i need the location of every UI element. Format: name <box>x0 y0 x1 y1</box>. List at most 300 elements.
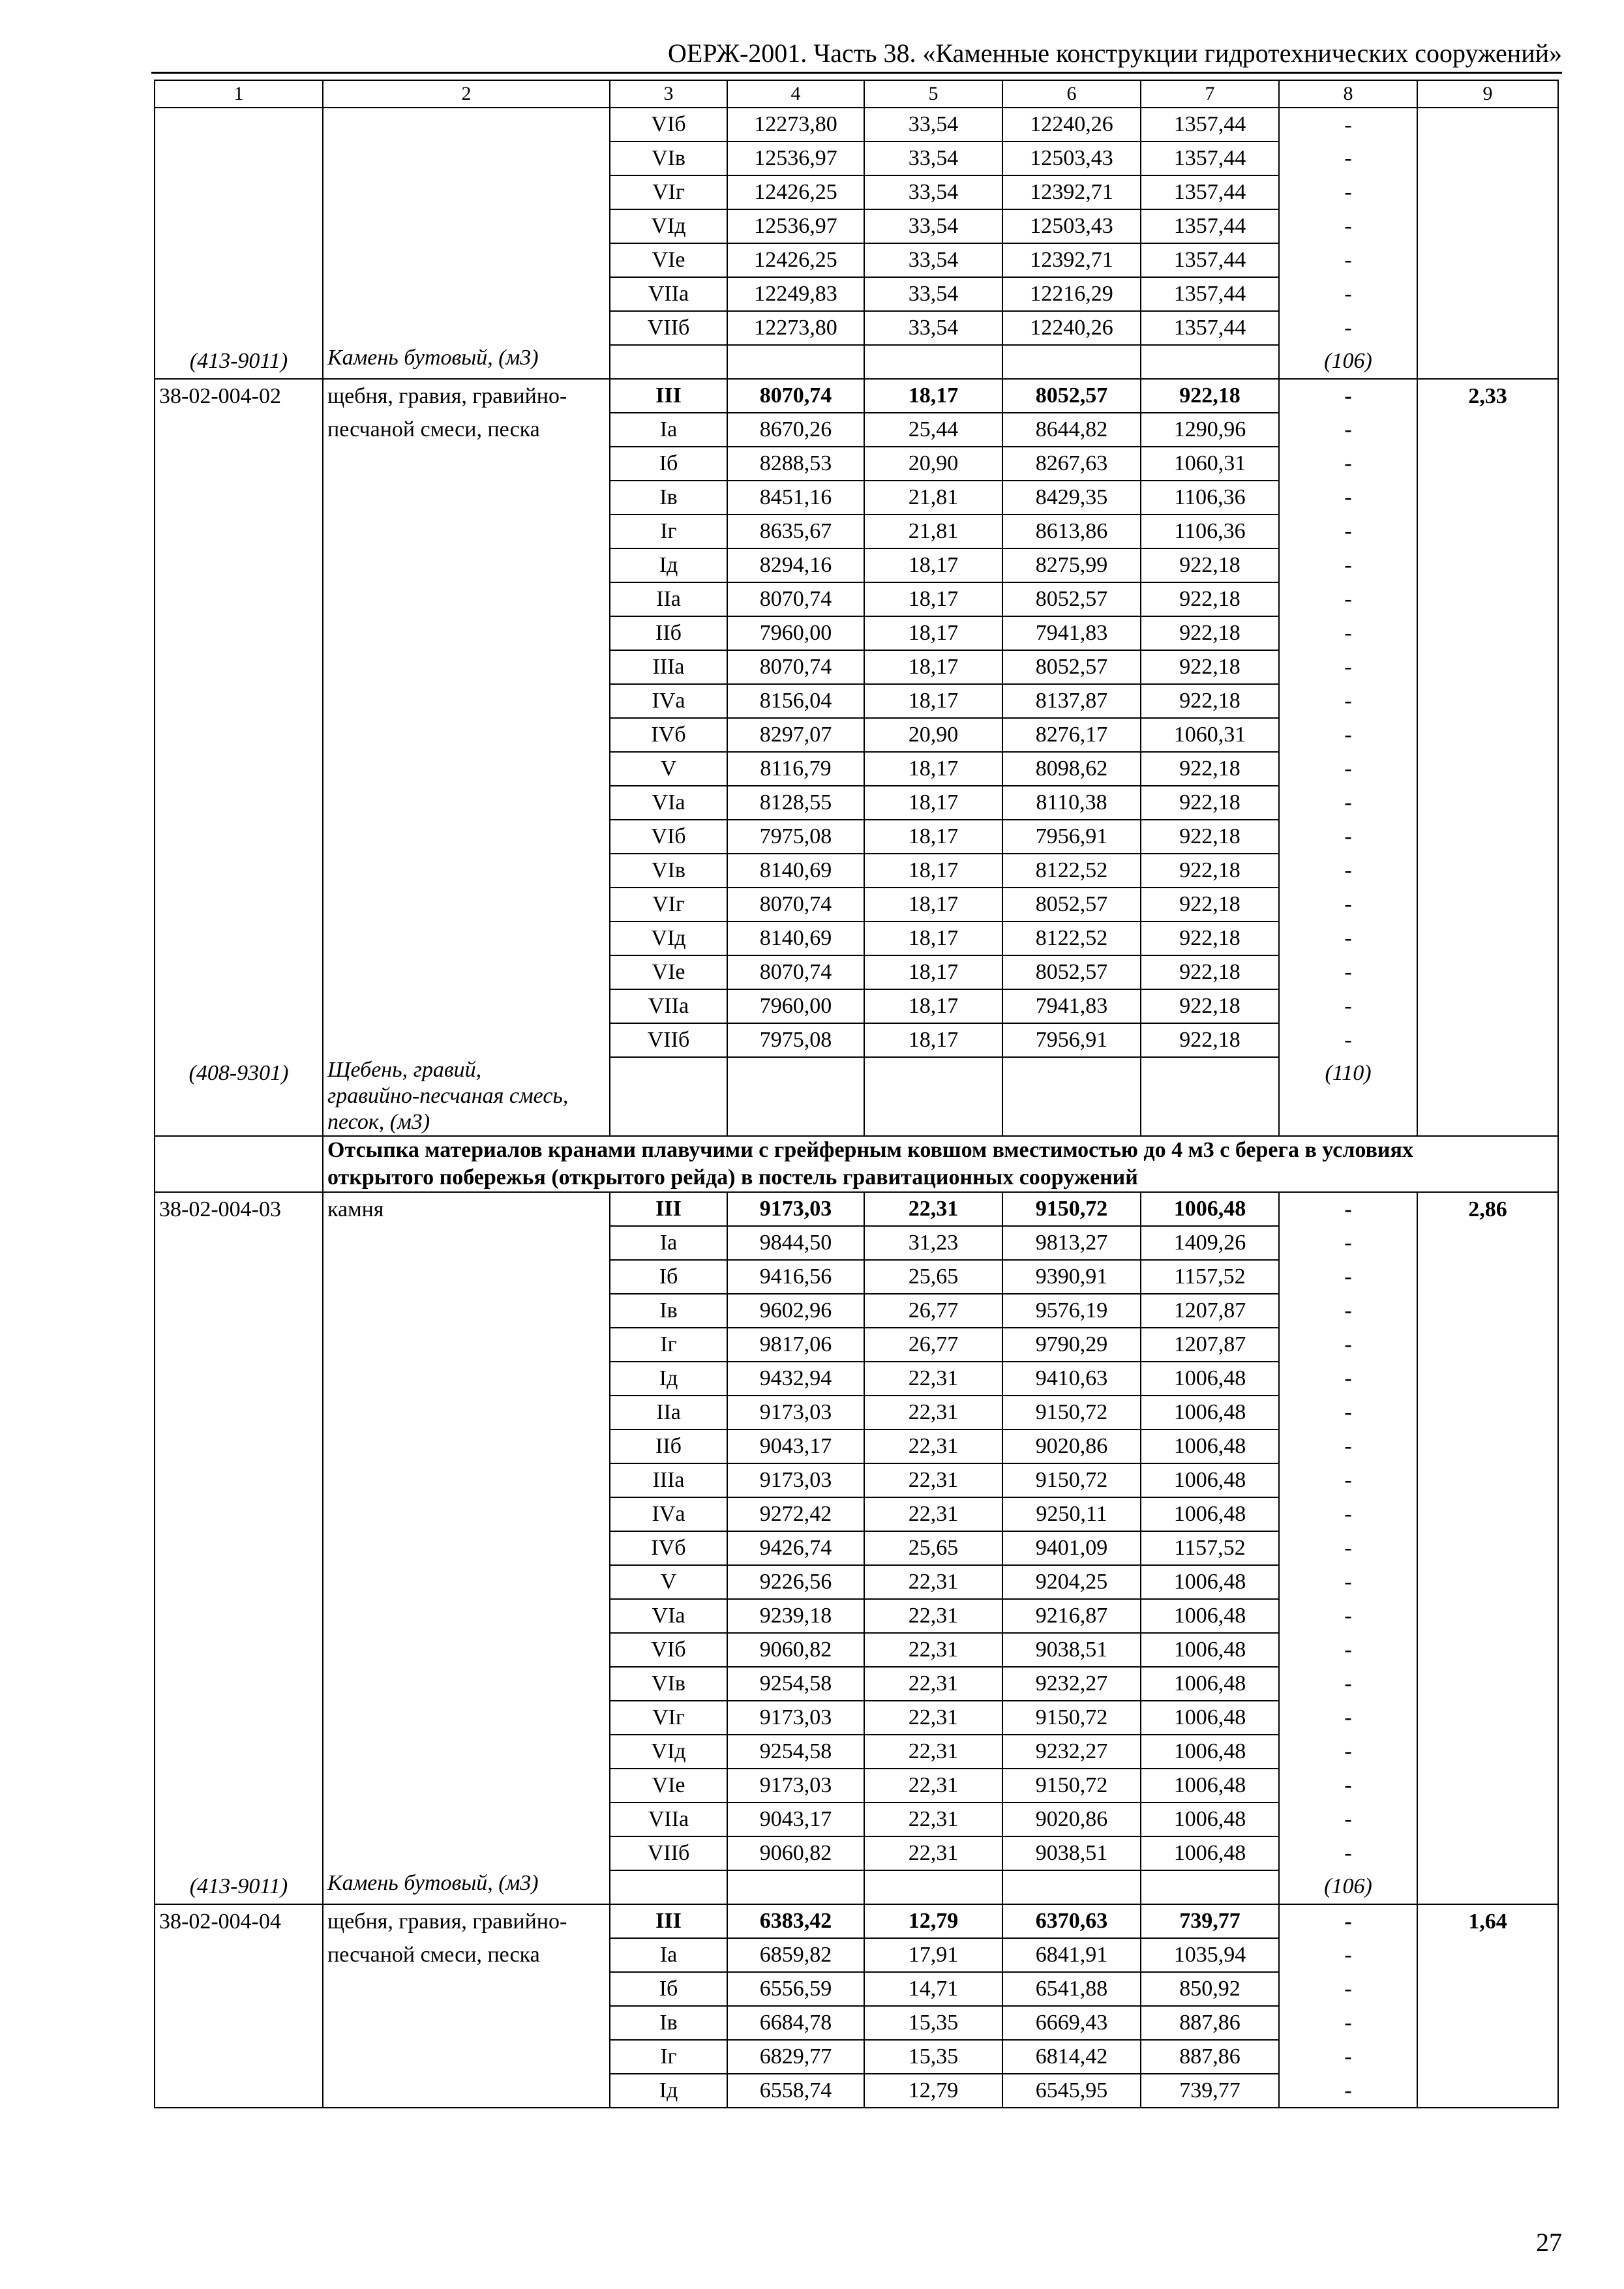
name-cell <box>323 1226 610 1260</box>
value-cell: 25,44 <box>864 413 1002 447</box>
name-cell <box>323 311 610 345</box>
column-header-row <box>155 80 1558 108</box>
value-cell: 1006,48 <box>1141 1599 1279 1633</box>
table-row <box>155 752 1558 786</box>
value-cell: 9173,03 <box>727 1769 864 1803</box>
value-cell: 7956,91 <box>1002 820 1141 854</box>
value-cell: VIе <box>610 1769 727 1803</box>
section-title-row <box>155 1136 1558 1192</box>
name-cell: песчаной смеси, песка <box>323 413 610 447</box>
code-cell <box>155 1463 323 1497</box>
value-cell: 9150,72 <box>1002 1192 1141 1226</box>
table-row <box>155 1633 1558 1667</box>
value-cell: 8070,74 <box>727 582 864 616</box>
value-cell: 1006,48 <box>1141 1769 1279 1803</box>
material-qty: (110) <box>1279 1057 1417 1136</box>
value-cell: 922,18 <box>1141 888 1279 921</box>
code-cell <box>155 1735 323 1769</box>
value-cell: IIIа <box>610 650 727 684</box>
value-cell: 8110,38 <box>1002 786 1141 820</box>
col8-cell: - <box>1279 921 1417 955</box>
value-cell: 1006,48 <box>1141 1429 1279 1463</box>
material-code: (413-9011) <box>155 345 323 379</box>
section-title-line: открытого побережья (открытого рейда) в постель гравитационных сооружений <box>327 1165 1138 1189</box>
col8-cell: - <box>1279 684 1417 718</box>
value-cell: 33,54 <box>864 108 1002 142</box>
table-row <box>155 209 1558 243</box>
value-cell: 1006,48 <box>1141 1803 1279 1836</box>
col9-cell <box>1417 1226 1558 1260</box>
col8-cell: - <box>1279 1599 1417 1633</box>
value-cell: 1035,94 <box>1141 1938 1279 1972</box>
value-cell: 922,18 <box>1141 752 1279 786</box>
value-cell: 1207,87 <box>1141 1328 1279 1362</box>
material-row <box>155 1870 1558 1904</box>
value-cell: 9020,86 <box>1002 1429 1141 1463</box>
price-table <box>154 80 1559 2108</box>
code-cell <box>155 955 323 989</box>
name-cell <box>323 718 610 752</box>
value-cell: 1006,48 <box>1141 1701 1279 1735</box>
value-cell: 22,31 <box>864 1497 1002 1531</box>
value-cell: 739,77 <box>1141 2074 1279 2108</box>
col8-cell: - <box>1279 786 1417 820</box>
value-cell: 6383,42 <box>727 1904 864 1938</box>
code-cell <box>155 1803 323 1836</box>
table-row <box>155 786 1558 820</box>
empty-cell <box>1141 1870 1279 1904</box>
table-row <box>155 921 1558 955</box>
col9-cell: 2,86 <box>1417 1192 1558 1226</box>
value-cell: VIд <box>610 921 727 955</box>
value-cell: 1006,48 <box>1141 1735 1279 1769</box>
empty-cell <box>155 1136 323 1192</box>
value-cell: 1357,44 <box>1141 311 1279 345</box>
col8-cell: - <box>1279 1836 1417 1870</box>
value-cell: 21,81 <box>864 481 1002 515</box>
value-cell: Iг <box>610 2040 727 2074</box>
col8-cell: - <box>1279 888 1417 921</box>
value-cell: 9432,94 <box>727 1362 864 1396</box>
col8-cell: - <box>1279 1294 1417 1328</box>
col8-cell: - <box>1279 1803 1417 1836</box>
value-cell: Iд <box>610 1362 727 1396</box>
value-cell: IIб <box>610 1429 727 1463</box>
col9-cell <box>1417 1565 1558 1599</box>
value-cell: 33,54 <box>864 243 1002 277</box>
value-cell: VIIа <box>610 1803 727 1836</box>
col9-cell <box>1417 1531 1558 1565</box>
code-cell <box>155 1701 323 1735</box>
col9-cell <box>1417 1599 1558 1633</box>
value-cell: VIIб <box>610 1836 727 1870</box>
name-cell <box>323 1633 610 1667</box>
name-cell <box>323 955 610 989</box>
empty-cell <box>727 1870 864 1904</box>
value-cell: 6814,42 <box>1002 2040 1141 2074</box>
col8-cell: - <box>1279 1328 1417 1362</box>
table-row <box>155 2074 1558 2108</box>
col9-cell <box>1417 1836 1558 1870</box>
table-row <box>155 108 1558 142</box>
col8-cell: - <box>1279 548 1417 582</box>
table-row <box>155 684 1558 718</box>
code-cell <box>155 1226 323 1260</box>
col9-cell <box>1417 888 1558 921</box>
value-cell: 8644,82 <box>1002 413 1141 447</box>
name-cell <box>323 1599 610 1633</box>
value-cell: 922,18 <box>1141 921 1279 955</box>
table-row <box>155 1803 1558 1836</box>
col9-cell <box>1417 175 1558 209</box>
code-cell <box>155 1429 323 1463</box>
value-cell: 18,17 <box>864 684 1002 718</box>
value-cell: 9043,17 <box>727 1429 864 1463</box>
code-cell <box>155 2040 323 2074</box>
name-cell <box>323 142 610 175</box>
col8-cell: - <box>1279 2040 1417 2074</box>
col9-cell <box>1417 447 1558 481</box>
name-cell <box>323 1362 610 1396</box>
value-cell: 8297,07 <box>727 718 864 752</box>
empty-cell <box>1417 1870 1558 1904</box>
value-cell: 8052,57 <box>1002 582 1141 616</box>
value-cell: 1006,48 <box>1141 1565 1279 1599</box>
col8-cell: - <box>1279 481 1417 515</box>
name-cell <box>323 2074 610 2108</box>
value-cell: 22,31 <box>864 1565 1002 1599</box>
value-cell: 22,31 <box>864 1836 1002 1870</box>
value-cell: 8275,99 <box>1002 548 1141 582</box>
col8-cell: - <box>1279 1701 1417 1735</box>
value-cell: IIа <box>610 582 727 616</box>
code-cell <box>155 1836 323 1870</box>
name-cell <box>323 2006 610 2040</box>
name-cell <box>323 921 610 955</box>
value-cell: VIд <box>610 1735 727 1769</box>
value-cell: 9272,42 <box>727 1497 864 1531</box>
value-cell: 8070,74 <box>727 379 864 413</box>
value-cell: 922,18 <box>1141 1023 1279 1057</box>
value-cell: VIа <box>610 786 727 820</box>
material-code: (408-9301) <box>155 1057 323 1136</box>
code-cell <box>155 1769 323 1803</box>
col8-cell: - <box>1279 1531 1417 1565</box>
value-cell: Iа <box>610 413 727 447</box>
value-cell: 8156,04 <box>727 684 864 718</box>
value-cell: 922,18 <box>1141 582 1279 616</box>
code-cell <box>155 1565 323 1599</box>
table-row <box>155 515 1558 548</box>
code-cell <box>155 548 323 582</box>
code-cell <box>155 243 323 277</box>
column-header: 4 <box>727 80 864 108</box>
code-cell <box>155 854 323 888</box>
empty-cell <box>610 345 727 379</box>
empty-cell <box>727 1057 864 1136</box>
name-cell: песчаной смеси, песка <box>323 1938 610 1972</box>
name-cell <box>323 1836 610 1870</box>
value-cell: 9410,63 <box>1002 1362 1141 1396</box>
value-cell: 18,17 <box>864 820 1002 854</box>
value-cell: 7975,08 <box>727 1023 864 1057</box>
col9-cell <box>1417 1429 1558 1463</box>
col9-cell <box>1417 1972 1558 2006</box>
value-cell: 22,31 <box>864 1803 1002 1836</box>
value-cell: 8116,79 <box>727 752 864 786</box>
value-cell: VIв <box>610 1667 727 1701</box>
value-cell: 8294,16 <box>727 548 864 582</box>
name-cell <box>323 1701 610 1735</box>
col9-cell <box>1417 515 1558 548</box>
header-rule <box>151 72 1562 74</box>
value-cell: VIIб <box>610 311 727 345</box>
empty-cell <box>1141 1057 1279 1136</box>
name-cell <box>323 582 610 616</box>
empty-cell <box>864 1870 1002 1904</box>
value-cell: 1106,36 <box>1141 481 1279 515</box>
value-cell: 21,81 <box>864 515 1002 548</box>
value-cell: 1106,36 <box>1141 515 1279 548</box>
name-cell <box>323 684 610 718</box>
value-cell: 9254,58 <box>727 1667 864 1701</box>
value-cell: 12,79 <box>864 1904 1002 1938</box>
value-cell: 1060,31 <box>1141 718 1279 752</box>
name-cell <box>323 1803 610 1836</box>
value-cell: 18,17 <box>864 582 1002 616</box>
value-cell: 6829,77 <box>727 2040 864 2074</box>
value-cell: 8613,86 <box>1002 515 1141 548</box>
material-qty: (106) <box>1279 345 1417 379</box>
name-cell <box>323 1429 610 1463</box>
table-row <box>155 650 1558 684</box>
name-cell <box>323 989 610 1023</box>
col8-cell: - <box>1279 989 1417 1023</box>
value-cell: 9226,56 <box>727 1565 864 1599</box>
value-cell: Iв <box>610 2006 727 2040</box>
value-cell: 15,35 <box>864 2006 1002 2040</box>
empty-cell <box>1417 345 1558 379</box>
col9-cell <box>1417 2040 1558 2074</box>
col9-cell <box>1417 1938 1558 1972</box>
code-cell <box>155 1396 323 1429</box>
name-cell <box>323 854 610 888</box>
col9-cell <box>1417 582 1558 616</box>
value-cell: 31,23 <box>864 1226 1002 1260</box>
value-cell: 18,17 <box>864 854 1002 888</box>
value-cell: 6541,88 <box>1002 1972 1141 2006</box>
value-cell: 6841,91 <box>1002 1938 1141 1972</box>
table-row <box>155 2040 1558 2074</box>
col9-cell <box>1417 1497 1558 1531</box>
name-cell: щебня, гравия, гравийно- <box>323 379 610 413</box>
empty-cell <box>1002 345 1141 379</box>
col9-cell <box>1417 209 1558 243</box>
table-row <box>155 1023 1558 1057</box>
code-cell <box>155 1328 323 1362</box>
col8-cell: - <box>1279 1362 1417 1396</box>
code-cell <box>155 820 323 854</box>
name-cell <box>323 1328 610 1362</box>
col9-cell <box>1417 650 1558 684</box>
value-cell: 1357,44 <box>1141 209 1279 243</box>
value-cell: 922,18 <box>1141 854 1279 888</box>
col9-cell <box>1417 752 1558 786</box>
col9-cell: 2,33 <box>1417 379 1558 413</box>
value-cell: 9038,51 <box>1002 1836 1141 1870</box>
code-cell <box>155 752 323 786</box>
value-cell: IVб <box>610 718 727 752</box>
name-cell <box>323 108 610 142</box>
name-cell <box>323 2040 610 2074</box>
value-cell: 7975,08 <box>727 820 864 854</box>
table-row <box>155 1260 1558 1294</box>
table-row <box>155 1294 1558 1328</box>
material-qty: (106) <box>1279 1870 1417 1904</box>
value-cell: III <box>610 1192 727 1226</box>
value-cell: 8098,62 <box>1002 752 1141 786</box>
name-cell <box>323 1396 610 1429</box>
value-cell: 1006,48 <box>1141 1497 1279 1531</box>
table-row <box>155 1938 1558 1972</box>
table-row <box>155 1701 1558 1735</box>
col8-cell: - <box>1279 2074 1417 2108</box>
value-cell: 9416,56 <box>727 1260 864 1294</box>
value-cell: 9204,25 <box>1002 1565 1141 1599</box>
col8-cell: - <box>1279 1904 1417 1938</box>
value-cell: VIг <box>610 1701 727 1735</box>
code-cell <box>155 2074 323 2108</box>
table-row <box>155 989 1558 1023</box>
col9-cell <box>1417 1396 1558 1429</box>
col9-cell <box>1417 921 1558 955</box>
code-cell <box>155 142 323 175</box>
value-cell: Iг <box>610 1328 727 1362</box>
code-cell <box>155 1294 323 1328</box>
value-cell: 7960,00 <box>727 616 864 650</box>
col9-cell <box>1417 820 1558 854</box>
column-header: 8 <box>1279 80 1417 108</box>
value-cell: VIд <box>610 209 727 243</box>
value-cell: Iб <box>610 1260 727 1294</box>
value-cell: 22,31 <box>864 1463 1002 1497</box>
col8-cell: - <box>1279 209 1417 243</box>
column-header: 1 <box>155 80 323 108</box>
value-cell: VIв <box>610 142 727 175</box>
value-cell: 9043,17 <box>727 1803 864 1836</box>
value-cell: 1290,96 <box>1141 413 1279 447</box>
table-row <box>155 1565 1558 1599</box>
material-name <box>323 345 610 379</box>
value-cell: VIг <box>610 888 727 921</box>
value-cell: 1060,31 <box>1141 447 1279 481</box>
code-cell <box>155 650 323 684</box>
value-cell: 12392,71 <box>1002 243 1141 277</box>
value-cell: 9232,27 <box>1002 1735 1141 1769</box>
value-cell: 12503,43 <box>1002 142 1141 175</box>
col9-cell <box>1417 548 1558 582</box>
empty-cell <box>610 1057 727 1136</box>
name-cell <box>323 1769 610 1803</box>
value-cell: Iг <box>610 515 727 548</box>
col9-cell <box>1417 481 1558 515</box>
table-row <box>155 481 1558 515</box>
column-header: 9 <box>1417 80 1558 108</box>
table-row <box>155 1836 1558 1870</box>
col8-cell: - <box>1279 1463 1417 1497</box>
material-row <box>155 1057 1558 1136</box>
value-cell: 1006,48 <box>1141 1633 1279 1667</box>
value-cell: 6859,82 <box>727 1938 864 1972</box>
value-cell: VIIб <box>610 1023 727 1057</box>
code-cell <box>155 888 323 921</box>
value-cell: 8070,74 <box>727 650 864 684</box>
value-cell: 25,65 <box>864 1260 1002 1294</box>
name-cell <box>323 650 610 684</box>
value-cell: 12240,26 <box>1002 311 1141 345</box>
value-cell: 22,31 <box>864 1192 1002 1226</box>
value-cell: 8128,55 <box>727 786 864 820</box>
col9-cell <box>1417 616 1558 650</box>
value-cell: 26,77 <box>864 1328 1002 1362</box>
name-cell <box>323 820 610 854</box>
value-cell: 18,17 <box>864 888 1002 921</box>
table-row <box>155 1667 1558 1701</box>
code-cell <box>155 616 323 650</box>
value-cell: 14,71 <box>864 1972 1002 2006</box>
value-cell: VIб <box>610 108 727 142</box>
value-cell: 12392,71 <box>1002 175 1141 209</box>
value-cell: 20,90 <box>864 718 1002 752</box>
value-cell: 922,18 <box>1141 684 1279 718</box>
name-cell <box>323 1565 610 1599</box>
value-cell: 1357,44 <box>1141 277 1279 311</box>
table-row <box>155 1362 1558 1396</box>
col8-cell: - <box>1279 515 1417 548</box>
value-cell: 8140,69 <box>727 854 864 888</box>
value-cell: V <box>610 752 727 786</box>
col8-cell: - <box>1279 820 1417 854</box>
name-cell <box>323 1531 610 1565</box>
table-row <box>155 175 1558 209</box>
code-cell <box>155 989 323 1023</box>
value-cell: 9150,72 <box>1002 1463 1141 1497</box>
value-cell: 7956,91 <box>1002 1023 1141 1057</box>
value-cell: Iа <box>610 1226 727 1260</box>
value-cell: 9790,29 <box>1002 1328 1141 1362</box>
col8-cell: - <box>1279 379 1417 413</box>
name-cell <box>323 888 610 921</box>
name-cell <box>323 1294 610 1328</box>
empty-cell <box>1002 1870 1141 1904</box>
value-cell: 739,77 <box>1141 1904 1279 1938</box>
col8-cell: - <box>1279 1735 1417 1769</box>
col9-cell <box>1417 243 1558 277</box>
value-cell: 22,31 <box>864 1396 1002 1429</box>
col9-cell: 1,64 <box>1417 1904 1558 1938</box>
code-cell <box>155 1599 323 1633</box>
value-cell: 8052,57 <box>1002 955 1141 989</box>
value-cell: 6556,59 <box>727 1972 864 2006</box>
name-cell <box>323 277 610 311</box>
code-cell <box>155 582 323 616</box>
col9-cell <box>1417 108 1558 142</box>
col9-cell <box>1417 718 1558 752</box>
value-cell: 9060,82 <box>727 1836 864 1870</box>
value-cell: 8122,52 <box>1002 854 1141 888</box>
value-cell: IVб <box>610 1531 727 1565</box>
value-cell: 22,31 <box>864 1735 1002 1769</box>
